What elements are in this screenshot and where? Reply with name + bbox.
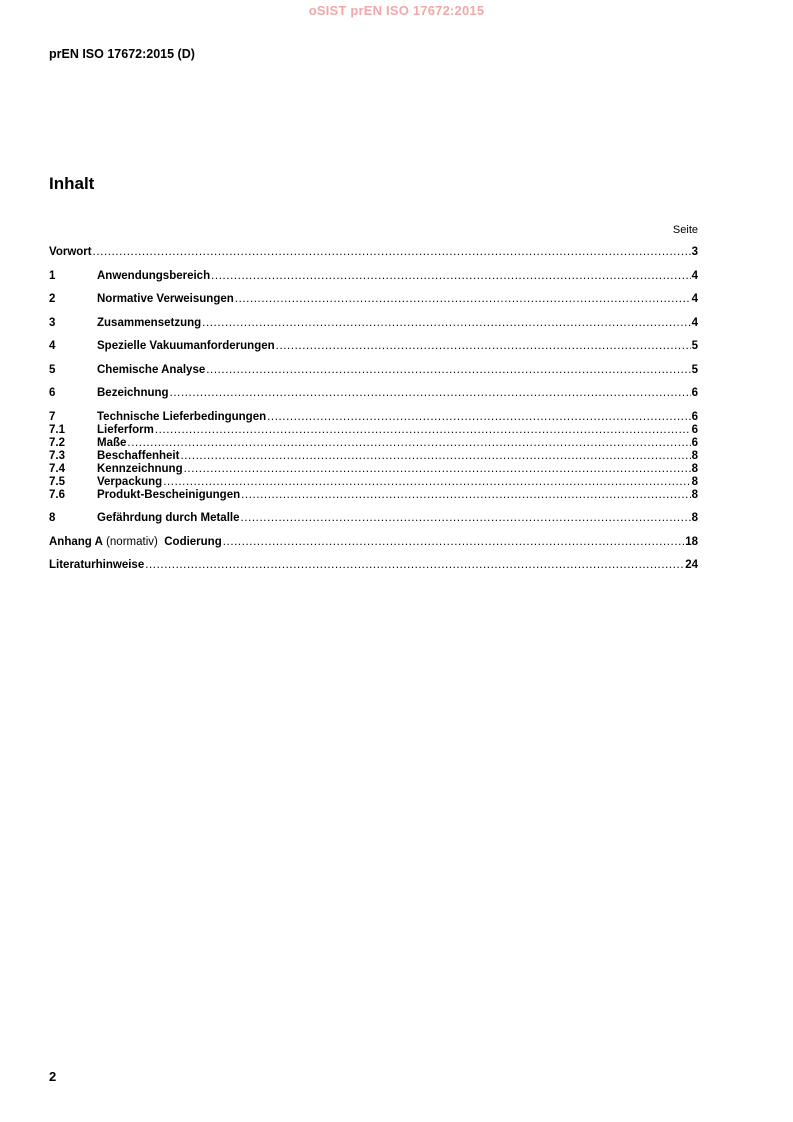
toc-entry-number: 7.2 bbox=[49, 436, 65, 449]
page-number: 2 bbox=[49, 1069, 57, 1084]
toc-entry-page: 8 bbox=[691, 462, 698, 475]
dot-leader bbox=[170, 387, 691, 400]
toc-entry-page: 8 bbox=[691, 512, 698, 524]
table-of-contents bbox=[49, 246, 698, 572]
toc-entry-number: 7.4 bbox=[49, 462, 65, 475]
dot-leader bbox=[206, 364, 690, 377]
toc-entry-page: 8 bbox=[691, 449, 698, 462]
toc-entry-title: Maße bbox=[97, 436, 127, 449]
toc-entry-2[interactable] bbox=[49, 293, 698, 306]
toc-entry-vorwort[interactable] bbox=[49, 246, 698, 259]
toc-entry-title: Anwendungsbereich bbox=[97, 269, 211, 282]
toc-entry-page: 5 bbox=[691, 340, 698, 352]
toc-entry-page: 6 bbox=[691, 423, 698, 436]
toc-entry-number: 7.3 bbox=[49, 449, 65, 462]
toc-entry-number: 5 bbox=[49, 363, 56, 376]
toc-entry-number: 7 bbox=[49, 410, 56, 423]
toc-entry-title: Gefährdung durch Metalle bbox=[97, 512, 240, 524]
toc-entry-page: 4 bbox=[691, 293, 698, 305]
toc-entry-title: Literaturhinweise bbox=[49, 559, 145, 571]
dot-leader bbox=[211, 270, 690, 283]
dot-leader bbox=[202, 317, 690, 330]
toc-entry-7-4[interactable] bbox=[49, 463, 698, 476]
page-column-label: Seite bbox=[672, 224, 698, 236]
toc-entry-page: 18 bbox=[685, 535, 698, 548]
toc-entry-title: Beschaffenheit bbox=[97, 449, 180, 462]
toc-entry-title: Spezielle Vakuumanforderungen bbox=[97, 340, 275, 352]
toc-entry-3[interactable] bbox=[49, 317, 698, 330]
toc-entry-page: 4 bbox=[691, 316, 698, 329]
toc-entry-title: Bezeichnung bbox=[97, 387, 169, 399]
dot-leader bbox=[241, 512, 691, 525]
toc-entry-7-2[interactable] bbox=[49, 437, 698, 450]
toc-entry-page: 5 bbox=[691, 363, 698, 376]
dot-leader bbox=[155, 424, 691, 437]
dot-leader bbox=[267, 411, 690, 424]
toc-entry-title: Technische Lieferbedingungen bbox=[97, 410, 267, 423]
toc-entry-title: Codierung bbox=[164, 535, 222, 548]
toc-entry-page: 8 bbox=[691, 488, 698, 501]
annex-type: (normativ) bbox=[106, 535, 158, 548]
toc-entry-7-3[interactable] bbox=[49, 450, 698, 463]
toc-entry-title: Verpackung bbox=[97, 475, 163, 488]
toc-entry-number: 8 bbox=[49, 512, 56, 524]
toc-entry-page: 4 bbox=[691, 269, 698, 282]
dot-leader bbox=[223, 536, 684, 549]
toc-entry-8[interactable] bbox=[49, 512, 698, 525]
toc-entry-title: Chemische Analyse bbox=[97, 363, 206, 376]
toc-entry-title: Vorwort bbox=[49, 246, 92, 258]
toc-entry-title: Zusammensetzung bbox=[97, 316, 202, 329]
dot-leader bbox=[127, 437, 690, 450]
toc-entry-page: 6 bbox=[691, 436, 698, 449]
document-id: prEN ISO 17672:2015 (D) bbox=[49, 47, 195, 61]
toc-entry-number: 4 bbox=[49, 340, 56, 352]
toc-entry-literatur[interactable] bbox=[49, 559, 698, 572]
toc-entry-7-1[interactable] bbox=[49, 424, 698, 437]
toc-entry-number: 7.5 bbox=[49, 475, 65, 488]
toc-entry-title: Normative Verweisungen bbox=[97, 293, 234, 305]
toc-entry-5[interactable] bbox=[49, 364, 698, 377]
toc-entry-page: 3 bbox=[691, 246, 698, 258]
toc-entry-1[interactable] bbox=[49, 270, 698, 283]
toc-entry-number: 7.6 bbox=[49, 488, 65, 501]
toc-entry-page: 8 bbox=[691, 475, 698, 488]
toc-entry-7-6[interactable] bbox=[49, 489, 698, 502]
toc-entry-title: Produkt-Bescheinigungen bbox=[97, 488, 241, 501]
watermark: oSIST prEN ISO 17672:2015 bbox=[308, 3, 485, 18]
dot-leader bbox=[276, 340, 691, 353]
dot-leader bbox=[241, 489, 690, 502]
page-title: Inhalt bbox=[49, 174, 95, 193]
toc-entry-page: 6 bbox=[691, 410, 698, 423]
toc-entry-number: 7.1 bbox=[49, 423, 65, 436]
toc-entry-page: 24 bbox=[685, 559, 698, 571]
dot-leader bbox=[235, 293, 691, 306]
toc-entry-title: Lieferform bbox=[97, 423, 154, 436]
dot-leader bbox=[184, 463, 691, 476]
toc-entry-number: 6 bbox=[49, 387, 56, 399]
annex-label: Anhang A bbox=[49, 535, 103, 548]
toc-entry-7-5[interactable] bbox=[49, 476, 698, 489]
toc-entry-6[interactable] bbox=[49, 387, 698, 400]
toc-entry-number: 2 bbox=[49, 293, 56, 305]
dot-leader bbox=[93, 246, 691, 259]
dot-leader bbox=[180, 450, 690, 463]
toc-entry-7[interactable] bbox=[49, 411, 698, 424]
toc-entry-title: Kennzeichnung bbox=[97, 462, 183, 475]
toc-entry-page: 6 bbox=[691, 387, 698, 399]
dot-leader bbox=[145, 559, 684, 572]
toc-entry-number: 1 bbox=[49, 269, 56, 282]
toc-entry-annex-a[interactable] bbox=[49, 536, 698, 549]
toc-entry-number: 3 bbox=[49, 316, 56, 329]
dot-leader bbox=[163, 476, 690, 489]
toc-entry-4[interactable] bbox=[49, 340, 698, 353]
